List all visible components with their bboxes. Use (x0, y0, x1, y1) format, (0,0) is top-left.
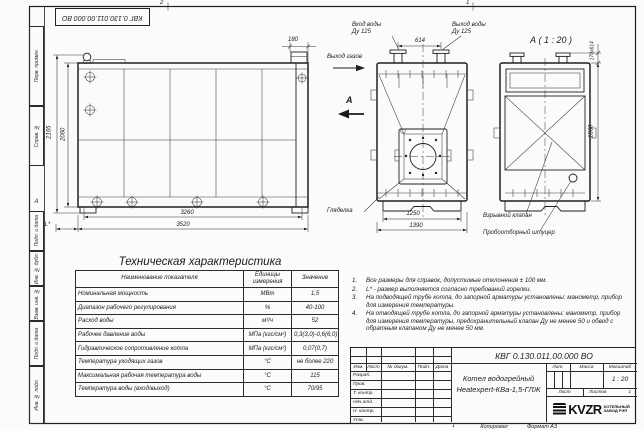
note-number: 3. (352, 294, 358, 301)
margin-label: Перв. примен. (33, 49, 40, 83)
sheets-cell (583, 388, 637, 396)
margin-label: Взам. инв. № (33, 287, 40, 320)
margin-cell-perv-primen (29, 26, 44, 106)
doc-number-box (55, 8, 150, 26)
note-item (352, 294, 630, 309)
lit-header: Лит. (552, 364, 564, 370)
table-row (76, 301, 339, 315)
table-cell: МВт (244, 288, 292, 302)
callout-explosion-valve: Взрывной клапан (483, 213, 532, 219)
margin-cell-sprav-no (29, 106, 44, 166)
dim-614: 614 (414, 38, 425, 44)
table-cell: Рабочее давление воды (76, 328, 244, 342)
callout-line: Ду 125 (352, 28, 371, 35)
callout-line: Ду 125 (452, 28, 471, 35)
side-view-dimensions (53, 42, 316, 232)
dim-L: L* (44, 221, 51, 228)
sampling-fitting-icon (569, 174, 577, 182)
table-cell: °С (244, 369, 292, 383)
grid-line (415, 348, 416, 422)
margin-label: Подп. и дата (33, 327, 40, 360)
table-row (76, 342, 339, 356)
col-header-izm: Изм. (353, 364, 364, 370)
dim-170x614: 170х614 (589, 41, 596, 61)
callout-water-inlet (352, 22, 381, 35)
zone-mark: А (34, 199, 39, 205)
mass-header: Масса (579, 364, 594, 370)
kvzr-logo-subtitle-line: ЗАВОД РЭП (603, 408, 628, 414)
kvzr-logo-text: KVZR (568, 401, 602, 417)
col-header-podp: Подп. (417, 364, 431, 370)
row-label-tkontr: Т. контр. (353, 391, 374, 396)
company-logo (546, 396, 637, 422)
margin-cell-inv-dubl (29, 251, 44, 286)
table-cell: Максимальная рабочая температура воды (76, 369, 244, 383)
margin-cell-inv-podl (29, 366, 44, 424)
section-letter: А (346, 95, 353, 105)
water-nozzles (390, 50, 449, 63)
product-name-line: Котел водогрейный (462, 374, 535, 383)
title-block (350, 347, 636, 424)
col-header-docum: № докум. (387, 364, 409, 370)
tech-table-title: Техническая характеристика (118, 256, 282, 268)
section-view-a (494, 44, 601, 231)
dim-2165: 2165 (46, 125, 53, 139)
callout-water-outlet (452, 22, 486, 35)
zone-mark: 1 (466, 0, 470, 6)
row-label-nkontr: Н. контр. (353, 409, 375, 414)
table-cell: Номинальная мощность (76, 288, 244, 302)
row-label-razrab: Разраб. (353, 373, 371, 378)
side-view (53, 42, 316, 232)
note-text: На отводящей трубе котла, до запорной арматуры установлены: манометр, прибор для измерения температуры, предохранительный клапан Ду не менее 50 и обвод с обратным клапаном Ду не менее 50 мм. (366, 310, 621, 332)
table-cell: м³/ч (244, 315, 292, 329)
table-cell: 1,5 (292, 288, 339, 302)
table-cell: не более 220 (292, 355, 339, 369)
table-header: Единицы измерения (244, 271, 292, 288)
note-number: 1. (352, 277, 358, 284)
table-cell: Расход воды (76, 315, 244, 329)
burner-flange (379, 75, 465, 199)
table-cell: % (244, 301, 292, 315)
col-header-data: Дата (435, 364, 449, 370)
table-cell: 0,07(0,7) (292, 342, 339, 356)
table-cell: Температура уходящих газов (76, 355, 244, 369)
dim-1860: 1860 (588, 124, 595, 138)
note-item (352, 310, 630, 333)
dim-1390: 1390 (409, 222, 423, 229)
scale-header: Масштаб (608, 364, 632, 370)
table-cell: °С (244, 355, 292, 369)
grid-line (433, 348, 434, 422)
dim-180: 180 (287, 37, 298, 43)
table-row (76, 328, 339, 342)
table-cell: 115 (292, 369, 339, 383)
table-cell: 40-100 (292, 301, 339, 315)
note-text: Все размеры для справок, допустимые отклонения ± 100 мм. (366, 277, 548, 284)
dim-1250: 1250 (406, 211, 420, 217)
gas-out-arrow-icon (333, 65, 365, 71)
product-name (451, 365, 546, 403)
format-label: Формат А3 (526, 424, 558, 430)
table-cell: °С (244, 383, 292, 397)
row-label-prov: Пров. (353, 382, 366, 387)
table-cell: 70/95 (292, 383, 339, 397)
zone-mark: 1 (452, 423, 456, 429)
table-cell: Гидравлическое сопротивление котла (76, 342, 244, 356)
front-view (333, 36, 473, 233)
table-row (76, 355, 339, 369)
kvzr-logo-subtitle-line: КОТЕЛЬНЫЙ (603, 403, 630, 409)
table-cell: Диапазон рабочего регулирования (76, 301, 244, 315)
sheets-value: 1 (628, 389, 631, 395)
table-row (76, 288, 339, 302)
dim-2060: 2060 (60, 127, 67, 141)
callout-line: Вход воды (352, 22, 382, 28)
table-row (76, 369, 339, 383)
table-cell: 52 (292, 315, 339, 329)
note-text: На подводящей трубе котла, до запорной арматуры установлены: манометр, прибор для измерения температуры. (366, 294, 623, 309)
title-block-doc-number: КВГ 0.130.011.00.000 ВО (495, 350, 593, 361)
note-number: 2. (352, 285, 358, 293)
callout-sampling-fitting: Пробоотборный штуцер (483, 230, 555, 236)
tech-table (75, 270, 339, 397)
notes-list (352, 277, 630, 334)
grid-line (562, 371, 563, 388)
table-header: Наименование показателя (76, 271, 244, 288)
table-cell: 0,3(3,0)-0,6(6,0) (292, 328, 339, 342)
table-cell: МПа (кгс/см²) (244, 342, 292, 356)
table-header-row (76, 271, 339, 288)
table-cell: МПа (кгс/см²) (244, 328, 292, 342)
section-view-title: А ( 1 : 20 ) (529, 35, 573, 45)
table-row (76, 383, 339, 397)
sheet-label: Лист (558, 389, 571, 395)
note-item (352, 277, 630, 285)
table-header: Значение (292, 271, 339, 288)
margin-cell-podp-data-1 (29, 211, 44, 251)
section-arrow-icon (338, 110, 364, 119)
zone-mark: 2 (160, 0, 164, 6)
grid-line (554, 371, 555, 388)
margin-cell-vzam-inv (29, 286, 44, 321)
product-name-line: Heatexpert-КВа-1,5-ГЛЖ (456, 385, 541, 394)
dim-3520: 3520 (176, 221, 190, 228)
doc-number-rotated: КВГ 0.130.011.00.000 ВО (62, 13, 143, 21)
callout-gas-outlet: Выход газов (327, 54, 362, 60)
kvzr-logo-icon (553, 403, 566, 416)
callout-sight-glass: Гляделка (327, 208, 353, 214)
margin-cell-podp-data-2 (29, 321, 44, 366)
margin-label: Справ. № (33, 124, 40, 148)
scale-value: 1 : 20 (611, 376, 629, 383)
note-item (352, 286, 630, 294)
table-cell: Температура воды (вход/выход) (76, 383, 244, 397)
callout-line: Выход воды (452, 22, 486, 28)
margin-label: Инв. № дубл. (33, 252, 40, 285)
col-header-list: Лист (367, 364, 380, 370)
row-label-utv: Утв. (353, 417, 364, 423)
margin-label: Инв. № подл. (33, 379, 40, 411)
section-view-dimensions (570, 44, 601, 201)
row-label-nachotd: Нач.отд. (353, 400, 374, 405)
kvzr-logo-subtitle (604, 405, 630, 414)
bolt-icon (84, 71, 308, 209)
margin-label: Подп. и дата (33, 215, 40, 247)
copied-label: Копировал (480, 424, 508, 430)
note-number: 4. (352, 310, 358, 317)
note-text: L* - размер выполняется согласно требований горелки. (366, 285, 532, 293)
dim-3260: 3260 (180, 209, 194, 216)
table-row (76, 315, 339, 329)
sheets-label: Листов (589, 389, 607, 395)
